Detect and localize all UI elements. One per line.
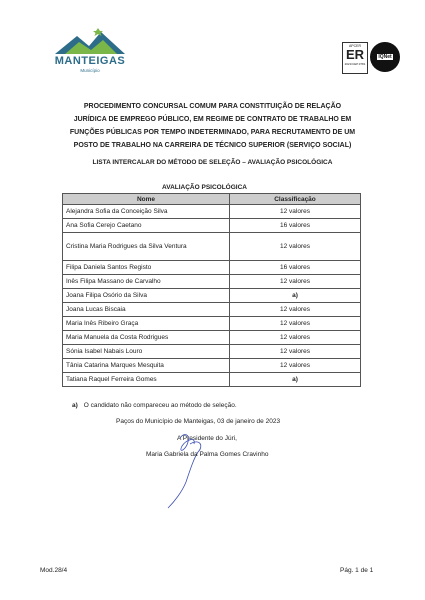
footnote-text: O candidato não compareceu ao método de seleção. <box>83 402 237 409</box>
table-row <box>63 289 361 303</box>
heading-line: POSTO DE TRABALHO NA CARREIRA DE TÉCNICO SUPERIOR (SERVIÇO SOCIAL) <box>73 142 352 149</box>
heading-line: PROCEDIMENTO CONCURSAL COMUM PARA CONSTITUIÇÃO DE RELAÇÃO <box>83 103 342 110</box>
candidate-name: Sónia Isabel Nabais Louro <box>63 345 230 359</box>
candidate-name: Tatiana Raquel Ferreira Gomes <box>63 373 230 387</box>
table-row <box>63 233 361 261</box>
table-row <box>63 303 361 317</box>
signature-icon <box>160 430 250 510</box>
iqnet-label: IQNet <box>378 54 392 60</box>
candidate-grade: a) <box>230 289 361 303</box>
table-row <box>63 373 361 387</box>
column-header-name: Nome <box>63 194 230 205</box>
er-mark: ER <box>345 47 365 62</box>
column-header-grade: Classificação <box>230 194 361 205</box>
table-row <box>63 261 361 275</box>
certification-badges <box>342 42 404 74</box>
iqnet-seal-icon <box>370 42 400 72</box>
table-header-row <box>63 194 361 205</box>
logo-subtitle: Município <box>80 68 100 73</box>
table-row <box>63 359 361 373</box>
signer-name: Maria Gabriela da Palma Gomes Cravinho <box>146 451 269 458</box>
form-code: Mod.28/4 <box>40 567 68 574</box>
candidate-grade: 12 valores <box>230 317 361 331</box>
candidate-name: Tânia Catarina Marques Mesquita <box>63 359 230 373</box>
footnote <box>72 402 237 409</box>
footnote-marker: a) <box>72 402 78 409</box>
candidate-grade: 12 valores <box>230 233 361 261</box>
table-row <box>63 345 361 359</box>
table-row <box>63 219 361 233</box>
candidate-name: Cristina Maria Rodrigues da Silva Ventura <box>63 233 230 261</box>
heading-line: FUNÇÕES PÚBLICAS POR TEMPO INDETERMINADO, PARA RECRUTAMENTO DE UM <box>69 129 356 136</box>
mountain-logo-icon <box>55 28 125 54</box>
table-title: AVALIAÇÃO PSICOLÓGICA <box>162 184 247 191</box>
table-row <box>63 317 361 331</box>
manteigas-logo <box>48 28 132 86</box>
signer-role: A Presidente do Júri, <box>177 435 237 442</box>
candidate-grade: 12 valores <box>230 205 361 219</box>
candidate-grade: 12 valores <box>230 275 361 289</box>
candidate-grade: a) <box>230 373 361 387</box>
place-date: Paços do Município de Manteigas, 03 de janeiro de 2023 <box>116 418 281 425</box>
logo-name: MANTEIGAS <box>54 55 126 67</box>
candidate-name: Maria Inês Ribeiro Graça <box>63 317 230 331</box>
candidate-grade: 12 valores <box>230 303 361 317</box>
candidate-grade: 16 valores <box>230 219 361 233</box>
results-table <box>62 193 361 387</box>
cert-number: 2021/CEP.3781 <box>344 62 366 66</box>
candidate-name: Filipa Daniela Santos Registo <box>63 261 230 275</box>
candidate-name: Inês Filipa Massano de Carvalho <box>63 275 230 289</box>
candidate-grade: 12 valores <box>230 345 361 359</box>
table-row <box>63 331 361 345</box>
candidate-name: Alejandra Sofia da Conceição Silva <box>63 205 230 219</box>
apcer-label: APCER <box>348 44 362 48</box>
apcer-badge <box>342 42 368 74</box>
candidate-name: Ana Sofia Cerejo Caetano <box>63 219 230 233</box>
candidate-name: Joana Filipa Osório da Silva <box>63 289 230 303</box>
page-number: Pág. 1 de 1 <box>340 567 374 574</box>
candidate-name: Joana Lucas Biscaia <box>63 303 230 317</box>
table-row <box>63 205 361 219</box>
candidate-grade: 12 valores <box>230 359 361 373</box>
document-heading <box>40 100 385 152</box>
candidate-grade: 16 valores <box>230 261 361 275</box>
document-subheading: LISTA INTERCALAR DO MÉTODO DE SELEÇÃO – AVALIAÇÃO PSICOLÓGICA <box>92 159 333 166</box>
candidate-grade: 12 valores <box>230 331 361 345</box>
table-row <box>63 275 361 289</box>
heading-line: JURÍDICA DE EMPREGO PÚBLICO, EM REGIME DE CONTRATO DE TRABALHO EM <box>73 116 352 123</box>
candidate-name: Maria Manuela da Costa Rodrigues <box>63 331 230 345</box>
